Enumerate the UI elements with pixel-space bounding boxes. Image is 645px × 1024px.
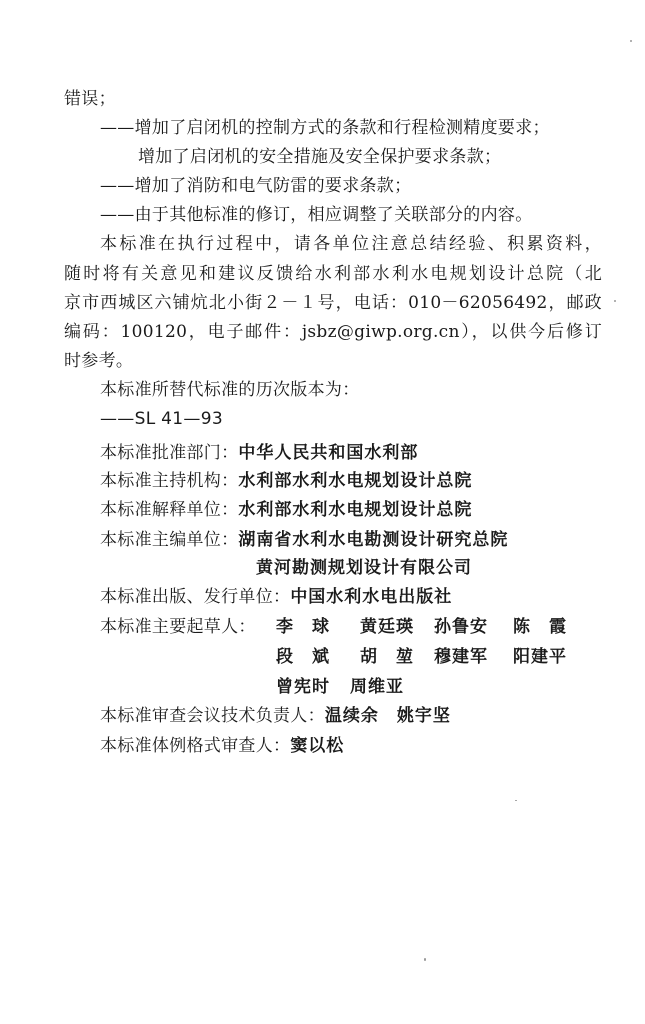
host-label: 本标准主持机构： <box>100 471 239 491</box>
text-line-1: 错误； <box>64 89 116 109</box>
approve-row <box>100 442 418 464</box>
drafter-name: 阳建平 <box>513 647 567 667</box>
drafter-name: 李 球 <box>276 617 330 637</box>
text-line-7: 随时将有关意见和建议反馈给水利部水利水电规划设计总院（北 <box>64 264 602 284</box>
scan-speck <box>424 958 426 961</box>
editor-row-2 <box>256 557 472 579</box>
approve-value: 中华人民共和国水利部 <box>238 443 419 463</box>
approve-label: 本标准批准部门： <box>100 443 239 463</box>
publisher-row <box>100 586 452 608</box>
text-line-11: 本标准所替代标准的历次版本为： <box>100 380 360 400</box>
format-value: 窦以松 <box>290 736 345 756</box>
scan-speck <box>630 40 632 42</box>
editor-value-1: 湖南省水利水电勘测设计研究总院 <box>238 530 509 550</box>
review-label: 本标准审查会议技术负责人： <box>100 706 325 726</box>
text-line-6: 本标准在执行过程中，请各单位注意总结经验、积累资料， <box>100 234 602 254</box>
text-line-4: ——增加了消防和电气防雷的要求条款； <box>100 176 412 196</box>
text-line-2: ——增加了启闭机的控制方式的条款和行程检测精度要求； <box>100 118 550 138</box>
format-row <box>100 735 344 757</box>
text-line-5: ——由于其他标准的修订，相应调整了关联部分的内容。 <box>100 205 533 225</box>
text-line-3: 增加了启闭机的安全措施及安全保护要求条款； <box>138 147 502 167</box>
interpret-label: 本标准解释单位： <box>100 500 239 520</box>
drafters-label: 本标准主要起草人： <box>100 617 256 637</box>
interpret-value: 水利部水利水电规划设计总院 <box>238 500 473 520</box>
drafter-name: 曾宪时 <box>276 677 330 697</box>
drafters-row-2 <box>276 646 567 668</box>
drafter-name: 穆建军 <box>434 647 488 667</box>
drafter-name: 孙鲁安 <box>434 617 488 637</box>
host-row <box>100 470 472 492</box>
editor-value-2: 黄河勘测规划设计有限公司 <box>256 558 472 578</box>
text-line-9: 编码：100120，电子邮件：jsbz@giwp.org.cn），以供今后修订 <box>64 322 602 342</box>
host-value: 水利部水利水电规划设计总院 <box>238 471 473 491</box>
drafter-name: 周维亚 <box>350 677 404 697</box>
scan-speck <box>515 800 517 801</box>
drafters-row-3 <box>276 676 404 698</box>
scan-speck <box>614 300 616 302</box>
drafter-name: 段 斌 <box>276 647 330 667</box>
drafter-name: 黄廷瑛 <box>360 617 414 637</box>
drafter-name: 胡 堃 <box>360 647 414 667</box>
interpret-row <box>100 499 472 521</box>
text-line-8: 京市西城区六铺炕北小街２－１号，电话：010－62056492，邮政 <box>64 293 602 313</box>
text-line-10: 时参考。 <box>64 351 134 371</box>
review-row <box>100 705 451 727</box>
text-line-12: ——SL 41—93 <box>100 409 223 429</box>
editor-row <box>100 529 508 551</box>
format-label: 本标准体例格式审查人： <box>100 736 291 756</box>
editor-label: 本标准主编单位： <box>100 530 239 550</box>
drafters-row-1 <box>100 616 567 638</box>
publisher-value: 中国水利水电出版社 <box>290 587 453 607</box>
review-value: 温续余 姚宇坚 <box>324 706 451 726</box>
publisher-label: 本标准出版、发行单位： <box>100 587 291 607</box>
drafter-name: 陈 霞 <box>513 617 567 637</box>
